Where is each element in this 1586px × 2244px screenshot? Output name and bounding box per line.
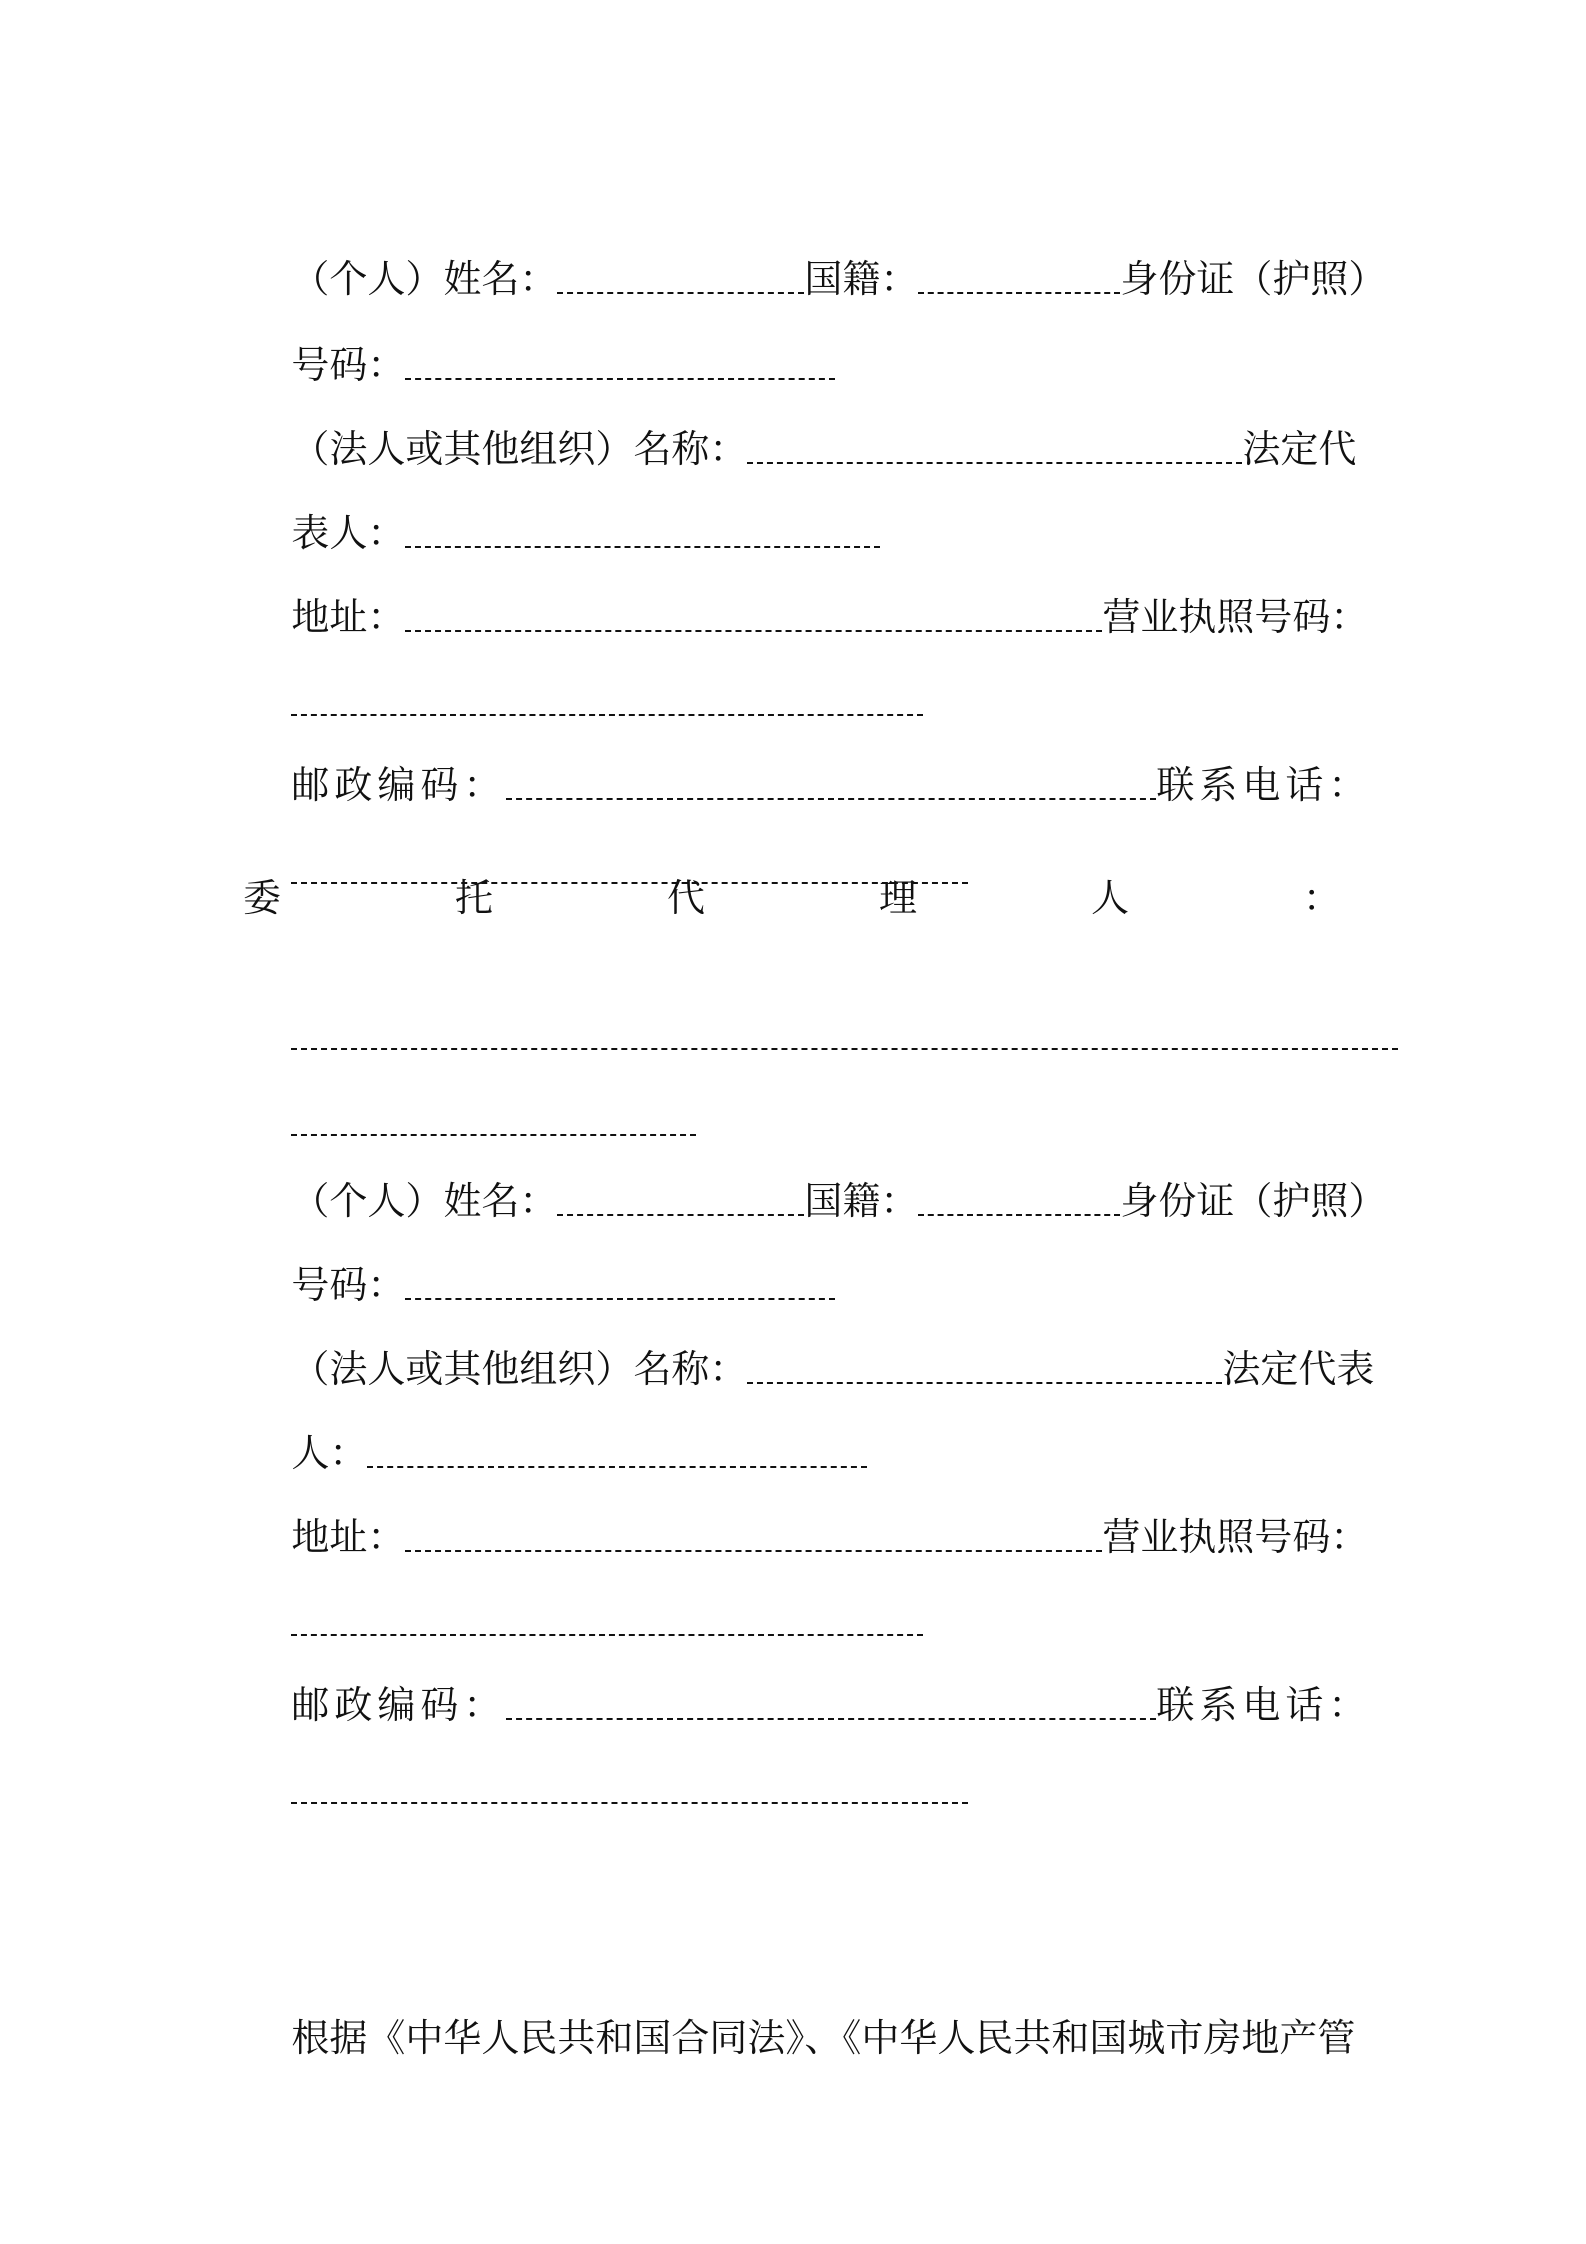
- address-label: 地址：: [291, 595, 406, 639]
- id-label: 身份证（护照）: [1120, 257, 1387, 301]
- closing-text: 根据《中华人民共和国合同法》、《中华人民共和国城市房地产管: [291, 2016, 1356, 2060]
- closing-paragraph: [243, 1966, 1356, 2060]
- agent-info-line-address: [243, 1462, 1369, 1559]
- agent-individual-name-field[interactable]: [557, 1174, 804, 1214]
- agent-info-line-name: [243, 1126, 1387, 1223]
- lessee-line-name: [243, 204, 1387, 301]
- agent-individual-name-label: （个人）姓名：: [291, 1179, 558, 1223]
- agent-postal-label: 邮政编码：: [291, 1683, 507, 1727]
- nationality-field[interactable]: [918, 252, 1120, 292]
- agent-char-3: 代: [666, 876, 705, 920]
- postal-label: 邮政编码：: [291, 763, 507, 807]
- agent-id-number-label: 号码：: [291, 1263, 406, 1307]
- agent-phone-field[interactable]: [291, 1762, 968, 1802]
- agent-postal-field[interactable]: [506, 1678, 1156, 1718]
- lessee-line-phone: [243, 794, 1355, 842]
- agent-char-5: 人: [1090, 876, 1129, 920]
- agent-line-field-2: [243, 1046, 1355, 1094]
- agent-info-line-legal-rep: [243, 1378, 1355, 1475]
- agent-address-field[interactable]: [405, 1510, 1102, 1550]
- agent-nationality-label: 国籍：: [804, 1179, 919, 1223]
- individual-name-field[interactable]: [557, 252, 804, 292]
- individual-name-label: （个人）姓名：: [291, 257, 558, 301]
- agent-field[interactable]: [291, 1008, 1398, 1048]
- lessee-line-postal: [243, 710, 1372, 807]
- agent-info-line-phone: [243, 1714, 1355, 1762]
- org-name-label: （法人或其他组织）名称：: [291, 427, 748, 471]
- lessee-line-legal-rep: [243, 458, 1355, 555]
- org-name-field[interactable]: [747, 422, 1242, 462]
- agent-line-label: [243, 874, 1341, 922]
- agent-id-number-field[interactable]: [405, 1258, 835, 1298]
- postal-field[interactable]: [506, 758, 1156, 798]
- lessee-line-id: [243, 290, 1355, 387]
- license-field[interactable]: [291, 674, 923, 714]
- agent-nationality-field[interactable]: [918, 1174, 1120, 1214]
- agent-char-6: ：: [1302, 876, 1341, 920]
- agent-info-line-license: [243, 1546, 1355, 1594]
- address-field[interactable]: [405, 590, 1102, 630]
- agent-org-name-field[interactable]: [747, 1342, 1222, 1382]
- agent-info-line-org: [243, 1294, 1375, 1391]
- phone-label: 联系电话：: [1156, 763, 1372, 807]
- agent-line-field-1: [243, 960, 1355, 1008]
- legal-rep-label: 法定代: [1242, 427, 1357, 471]
- agent-id-label: 身份证（护照）: [1120, 1179, 1387, 1223]
- agent-char-4: 理: [878, 876, 917, 920]
- legal-rep-label-cont: 表人：: [291, 511, 406, 555]
- agent-info-line-id: [243, 1210, 1355, 1307]
- agent-license-label: 营业执照号码：: [1102, 1515, 1369, 1559]
- agent-info-line-postal: [243, 1630, 1372, 1727]
- license-label: 营业执照号码：: [1102, 595, 1369, 639]
- agent-phone-label: 联系电话：: [1156, 1683, 1372, 1727]
- agent-char-2: 托: [454, 876, 493, 920]
- agent-org-name-label: （法人或其他组织）名称：: [291, 1347, 748, 1391]
- legal-rep-field[interactable]: [405, 506, 880, 546]
- lessee-line-address: [243, 542, 1369, 639]
- lessee-line-org: [243, 374, 1357, 471]
- nationality-label: 国籍：: [804, 257, 919, 301]
- agent-address-label: 地址：: [291, 1515, 406, 1559]
- id-number-label: 号码：: [291, 343, 406, 387]
- agent-char-1: 委: [243, 876, 282, 920]
- agent-legal-rep-field[interactable]: [367, 1426, 867, 1466]
- lessee-line-license: [243, 626, 1355, 674]
- id-number-field[interactable]: [405, 338, 835, 378]
- agent-legal-rep-label: 法定代表: [1222, 1347, 1375, 1391]
- agent-license-field[interactable]: [291, 1594, 923, 1634]
- agent-legal-rep-label-cont: 人：: [291, 1431, 368, 1475]
